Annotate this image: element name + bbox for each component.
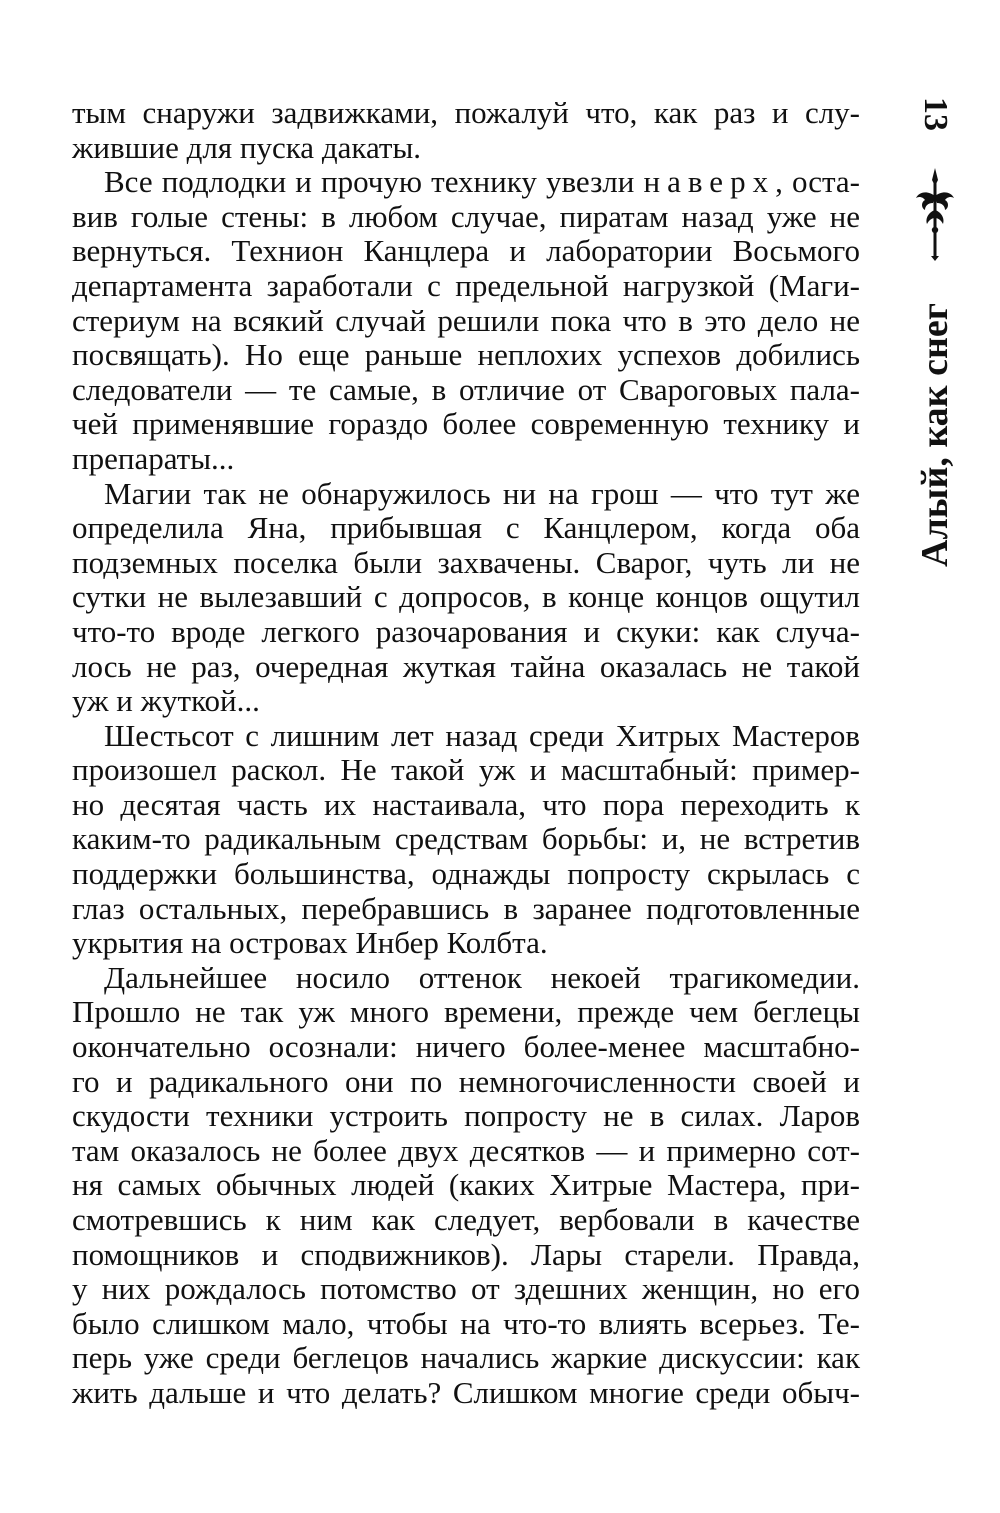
running-title: Алый, как снег — [914, 303, 956, 567]
text-segment: , оста- — [775, 164, 860, 200]
text-line: там оказалось не более двух десятков — и примерно сот- — [72, 1132, 860, 1168]
text-line: Прошло не так уж много времени, прежде чем беглецы — [72, 994, 860, 1030]
text-line: тым снаружи задвижками, пожалуй что, как раз и слу- — [72, 95, 860, 130]
text-line: смотревшись к ним как следует, вербовали в качестве — [72, 1202, 860, 1237]
text-line: лось не раз, очередная жуткая тайна оказалась не такой — [72, 648, 860, 684]
text-line: помощников и сподвижников). Лары старели. Правда, — [72, 1236, 860, 1272]
text-line: Магии так не обнаружилось ни на грош — что тут же — [104, 475, 860, 511]
text-line: жившие для пуска дакаты. — [72, 129, 422, 165]
text-line: департамента заработали с предельной нагрузкой (Маги- — [72, 267, 860, 303]
text-line: го и радикального они по немногочисленности своей и — [72, 1063, 860, 1099]
text-line: Дальнейшее носило оттенок некоей трагикомедии. — [104, 959, 860, 995]
text-line: стериум на всякий случай решили пока что в это дело не — [72, 302, 860, 338]
text-line: препараты... — [72, 440, 235, 476]
text-line: скудости техники устроить попросту не в силах. Ларов — [72, 1098, 860, 1134]
spaced-emphasis: наверх — [643, 164, 776, 200]
text-line: посвящать). Но еще раньше неплохих успехов добились — [72, 337, 860, 373]
text-line: уж и жуткой... — [72, 683, 260, 719]
text-segment: Все подлодки и прочую технику увезли — [104, 164, 644, 200]
text-line: окончательно осознали: ничего более-менее масштабно- — [72, 1029, 860, 1065]
text-line: каким-то радикальным средствам борьбы: и, не встретив — [72, 821, 860, 857]
text-line: укрытия на островах Инбер Колбта. — [72, 925, 548, 961]
text-line: у них рождалось потомство от здешних женщин, но его — [72, 1271, 860, 1307]
text-line: вернуться. Технион Канцлера и лаборатории Восьмого — [72, 233, 860, 269]
text-line: ня самых обычных людей (каких Хитрые Мастера, при- — [72, 1167, 860, 1203]
text-line: сутки не вылезавший с допросов, в конце концов ощутил — [72, 579, 860, 615]
text-line: жить дальше и что делать? Слишком многие среди обыч- — [72, 1374, 860, 1410]
text-line: но десятая часть их настаивала, что пора переходить к — [72, 786, 860, 822]
page-number: 13 — [917, 97, 954, 131]
fleur-cross-ornament-icon — [913, 166, 957, 262]
text-line: перь уже среди беглецов начались жаркие дискуссии: как — [72, 1340, 860, 1376]
text-line: вив голые стены: в любом случае, пиратам назад уже не — [72, 198, 860, 234]
text-line: Шестьсот с лишним лет назад среди Хитрых Мастеров — [104, 717, 860, 753]
text-line: чей применявшие гораздо более современную технику и — [72, 406, 860, 442]
text-line: было слишком мало, чтобы на что-то влиять всерьез. Те- — [72, 1305, 860, 1341]
text-line: глаз остальных, перебравшись в заранее подготовленные — [72, 890, 860, 926]
page-margin — [900, 90, 970, 590]
text-line: подземных поселка были захвачены. Сварог, чуть ли не — [72, 544, 860, 580]
text-line: произошел раскол. Не такой уж и масштабный: пример- — [72, 752, 860, 788]
text-line — [72, 165, 860, 200]
text-line: что-то вроде легкого разочарования и скуки: как случа- — [72, 613, 860, 649]
body-text — [72, 96, 860, 1411]
text-line: определила Яна, прибывшая с Канцлером, когда оба — [72, 510, 860, 546]
text-line: следователи — те самые, в отличие от Свароговых пала- — [72, 371, 860, 407]
text-line: поддержки большинства, однажды попросту скрылась с — [72, 856, 860, 892]
